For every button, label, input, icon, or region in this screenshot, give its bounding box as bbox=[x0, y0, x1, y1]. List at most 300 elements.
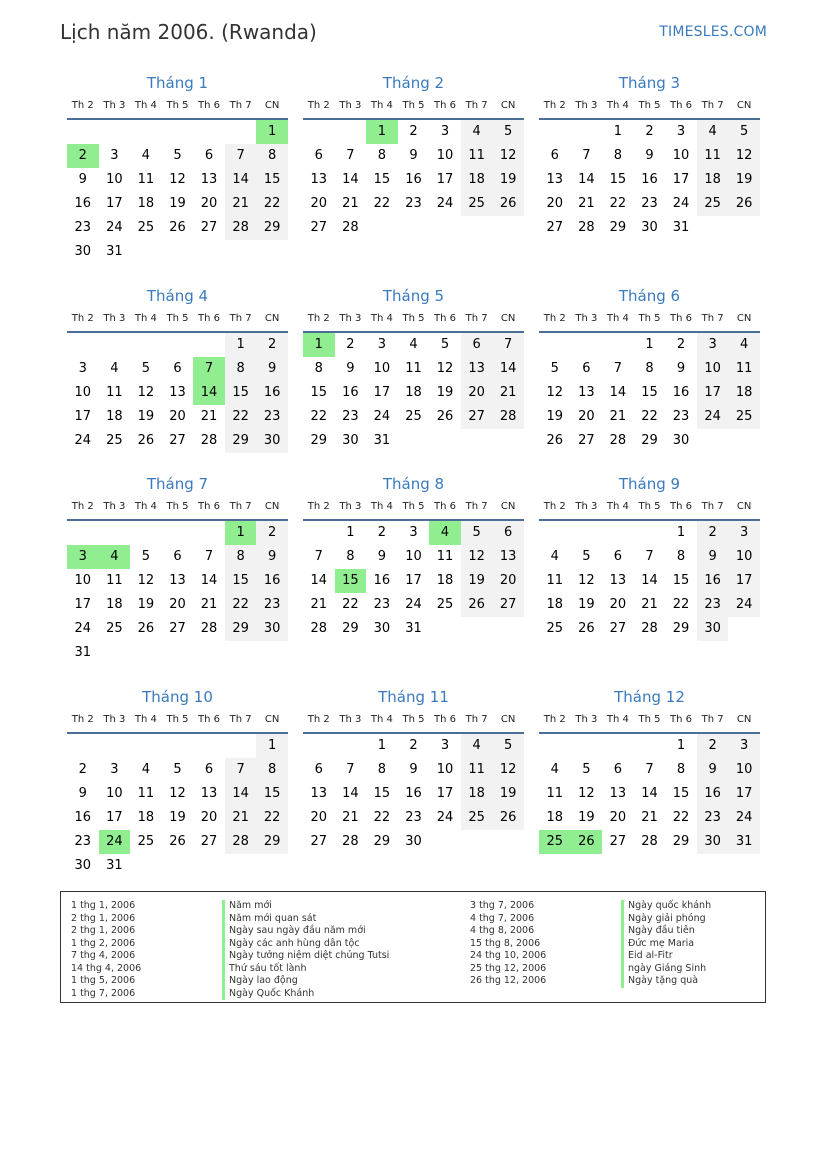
day-cell: 22 bbox=[672, 597, 690, 612]
empty-cell bbox=[571, 521, 603, 545]
legend-holiday-name: ngày Giáng Sinh bbox=[621, 963, 706, 976]
day-cell: 17 bbox=[373, 385, 391, 400]
weekend-day: 30 bbox=[697, 617, 729, 641]
week-row bbox=[539, 734, 760, 758]
day-cell: 21 bbox=[578, 196, 595, 211]
month-title: Tháng 8 bbox=[382, 475, 445, 493]
day-cell: 21 bbox=[342, 196, 359, 211]
empty-cell bbox=[335, 734, 367, 758]
empty-cell bbox=[571, 120, 603, 144]
week-row bbox=[303, 120, 524, 144]
weekday-label: Th 7 bbox=[701, 100, 724, 111]
week-row bbox=[67, 593, 288, 617]
week-row bbox=[539, 806, 760, 830]
legend-holiday-name: Năm mới bbox=[222, 900, 272, 913]
weekday-label: Th 3 bbox=[575, 714, 598, 725]
weekday-label: Th 3 bbox=[575, 501, 598, 512]
weekday-label: CN bbox=[500, 501, 516, 512]
week-row bbox=[539, 758, 760, 782]
holiday-day: 1 bbox=[225, 521, 257, 545]
day-cell: 20 bbox=[169, 597, 186, 612]
legend-date: 3 thg 7, 2006 bbox=[470, 900, 535, 911]
day-cell: 27 bbox=[609, 621, 627, 636]
legend-date: 2 thg 1, 2006 bbox=[71, 925, 136, 936]
day-cell: 31 bbox=[672, 220, 690, 235]
empty-cell bbox=[539, 333, 571, 357]
weekend-day: 24 bbox=[697, 405, 729, 429]
weekend-day: 21 bbox=[225, 806, 257, 830]
day-cell: 21 bbox=[310, 597, 328, 612]
empty-cell bbox=[130, 120, 162, 144]
legend-item bbox=[470, 963, 711, 976]
weekend-day: 4 bbox=[697, 120, 729, 144]
day-cell: 3 bbox=[440, 124, 450, 139]
weekday-label: Th 5 bbox=[166, 100, 189, 111]
day-cell: 31 bbox=[106, 858, 123, 873]
weekday-label: Th 2 bbox=[307, 714, 330, 725]
legend-holiday-name: Ngày các anh hùng dân tộc bbox=[222, 938, 360, 951]
weekend-day: 16 bbox=[697, 782, 729, 806]
weekday-label: Th 3 bbox=[103, 501, 126, 512]
weekday-label: Th 6 bbox=[434, 501, 457, 512]
day-cell: 29 bbox=[641, 433, 658, 448]
weekend-day: 10 bbox=[728, 545, 760, 569]
weekend-day: 4 bbox=[461, 734, 493, 758]
legend-date: 24 thg 10, 2006 bbox=[470, 950, 547, 961]
weekend-day: 24 bbox=[728, 593, 760, 617]
legend-holiday-name: Ngày Quốc Khánh bbox=[222, 988, 314, 1001]
month-calendar bbox=[303, 72, 524, 240]
day-cell: 17 bbox=[405, 573, 422, 588]
weekend-day: 12 bbox=[492, 144, 524, 168]
weekday-label: Th 5 bbox=[638, 100, 661, 111]
legend-date: 1 thg 7, 2006 bbox=[71, 987, 136, 999]
day-cell: 25 bbox=[137, 220, 155, 235]
weekday-label: Th 4 bbox=[370, 501, 393, 512]
empty-cell bbox=[99, 641, 131, 665]
day-cell: 10 bbox=[74, 385, 92, 400]
day-cell: 27 bbox=[169, 621, 186, 636]
day-cell: 20 bbox=[609, 810, 627, 825]
weekend-day: 2 bbox=[256, 521, 288, 545]
day-cell: 16 bbox=[74, 810, 92, 825]
week-row bbox=[539, 216, 760, 240]
day-cell: 22 bbox=[641, 409, 658, 424]
week-row bbox=[303, 192, 524, 216]
weekend-day: 8 bbox=[225, 545, 257, 569]
day-cell: 3 bbox=[676, 124, 686, 139]
week-row bbox=[539, 521, 760, 545]
empty-cell bbox=[130, 240, 162, 264]
day-cell: 1 bbox=[676, 738, 686, 753]
legend-item bbox=[470, 913, 711, 926]
week-row bbox=[539, 168, 760, 192]
day-cell: 20 bbox=[609, 597, 627, 612]
week-row bbox=[539, 120, 760, 144]
day-cell: 15 bbox=[310, 385, 328, 400]
day-cell: 26 bbox=[137, 621, 155, 636]
day-cell: 24 bbox=[405, 597, 422, 612]
weekend-day: 23 bbox=[697, 593, 729, 617]
day-cell: 17 bbox=[436, 172, 454, 187]
day-cell: 23 bbox=[74, 834, 92, 849]
weekend-day: 2 bbox=[697, 734, 729, 758]
day-cell: 12 bbox=[578, 786, 595, 801]
weekday-header bbox=[67, 708, 288, 734]
day-cell: 18 bbox=[106, 597, 123, 612]
empty-cell bbox=[303, 521, 335, 545]
empty-cell bbox=[162, 333, 194, 357]
week-row bbox=[67, 758, 288, 782]
week-row bbox=[303, 429, 524, 453]
empty-cell bbox=[539, 521, 571, 545]
day-cell: 7 bbox=[314, 549, 323, 564]
empty-cell bbox=[130, 641, 162, 665]
weekday-header bbox=[539, 307, 760, 333]
weekday-label: Th 2 bbox=[307, 313, 330, 324]
site-link[interactable]: TIMESLES.COM bbox=[659, 24, 767, 40]
month-title: Tháng 2 bbox=[382, 74, 445, 92]
day-cell: 17 bbox=[74, 409, 92, 424]
day-cell: 19 bbox=[137, 597, 155, 612]
day-cell: 6 bbox=[314, 762, 323, 777]
empty-cell bbox=[256, 641, 288, 665]
day-cell: 17 bbox=[106, 196, 123, 211]
day-cell: 18 bbox=[436, 573, 454, 588]
weekend-day: 9 bbox=[697, 758, 729, 782]
day-cell: 10 bbox=[74, 573, 92, 588]
weekend-day: 12 bbox=[492, 758, 524, 782]
month-title: Tháng 7 bbox=[146, 475, 209, 493]
weekday-label: Th 2 bbox=[307, 100, 330, 111]
weekend-day: 14 bbox=[225, 168, 257, 192]
day-cell: 6 bbox=[314, 148, 323, 163]
day-cell: 12 bbox=[137, 385, 155, 400]
weekday-label: Th 7 bbox=[465, 714, 488, 725]
holiday-day: 4 bbox=[429, 521, 461, 545]
day-cell: 19 bbox=[169, 810, 186, 825]
weekday-label: CN bbox=[264, 313, 280, 324]
empty-cell bbox=[67, 333, 99, 357]
empty-cell bbox=[130, 734, 162, 758]
legend-date: 14 thg 4, 2006 bbox=[71, 962, 142, 974]
legend-holiday-name: Ngày tặng quà bbox=[621, 975, 698, 988]
day-cell: 10 bbox=[106, 172, 123, 187]
month-title: Tháng 5 bbox=[382, 287, 445, 305]
holiday-day: 24 bbox=[99, 830, 131, 854]
weekend-day: 8 bbox=[225, 357, 257, 381]
month-title: Tháng 9 bbox=[618, 475, 681, 493]
week-row bbox=[67, 120, 288, 144]
week-row bbox=[67, 830, 288, 854]
holiday-day: 25 bbox=[539, 830, 571, 854]
empty-cell bbox=[461, 830, 493, 854]
weekend-day: 16 bbox=[256, 569, 288, 593]
weekend-day: 27 bbox=[492, 593, 524, 617]
day-cell: 15 bbox=[373, 172, 391, 187]
day-cell: 24 bbox=[436, 810, 454, 825]
day-cell: 23 bbox=[672, 409, 690, 424]
empty-cell bbox=[162, 521, 194, 545]
day-cell: 27 bbox=[546, 220, 564, 235]
day-cell: 12 bbox=[169, 786, 186, 801]
day-cell: 8 bbox=[377, 762, 387, 777]
day-cell: 28 bbox=[310, 621, 328, 636]
day-cell: 22 bbox=[373, 810, 391, 825]
day-cell: 25 bbox=[106, 433, 123, 448]
day-cell: 20 bbox=[169, 409, 186, 424]
weekend-day: 22 bbox=[225, 593, 257, 617]
day-cell: 30 bbox=[373, 621, 391, 636]
week-row bbox=[539, 429, 760, 453]
legend-holiday-name: Năm mới quan sát bbox=[222, 913, 316, 926]
weekend-day: 17 bbox=[728, 782, 760, 806]
weekend-day: 23 bbox=[256, 405, 288, 429]
empty-cell bbox=[429, 617, 461, 641]
weekend-day: 30 bbox=[697, 830, 729, 854]
day-cell: 31 bbox=[74, 645, 92, 660]
week-row bbox=[303, 545, 524, 569]
day-cell: 20 bbox=[578, 409, 595, 424]
weekend-day: 15 bbox=[225, 569, 257, 593]
day-cell: 9 bbox=[676, 361, 686, 376]
legend-holiday-name: Ngày giải phóng bbox=[621, 913, 706, 926]
weekday-label: Th 4 bbox=[606, 313, 629, 324]
day-cell: 18 bbox=[546, 597, 564, 612]
empty-cell bbox=[539, 734, 571, 758]
weekend-day: 17 bbox=[697, 381, 729, 405]
week-row bbox=[67, 216, 288, 240]
weekday-label: Th 2 bbox=[307, 501, 330, 512]
day-cell: 16 bbox=[373, 573, 391, 588]
day-cell: 27 bbox=[310, 834, 328, 849]
day-cell: 14 bbox=[641, 786, 658, 801]
day-cell: 8 bbox=[645, 361, 654, 376]
empty-cell bbox=[193, 854, 225, 878]
weekday-label: Th 2 bbox=[543, 501, 566, 512]
day-cell: 14 bbox=[578, 172, 595, 187]
legend-date: 4 thg 7, 2006 bbox=[470, 912, 535, 924]
week-row bbox=[303, 405, 524, 429]
weekend-day: 28 bbox=[225, 830, 257, 854]
day-cell: 14 bbox=[310, 573, 328, 588]
legend-date: 4 thg 8, 2006 bbox=[470, 925, 535, 936]
day-cell: 29 bbox=[672, 621, 690, 636]
weekday-label: Th 6 bbox=[670, 714, 693, 725]
day-cell: 31 bbox=[373, 433, 391, 448]
holiday-day: 2 bbox=[67, 144, 99, 168]
weekend-day: 18 bbox=[461, 782, 493, 806]
month-title: Tháng 4 bbox=[146, 287, 209, 305]
empty-cell bbox=[571, 333, 603, 357]
day-cell: 7 bbox=[645, 762, 654, 777]
empty-cell bbox=[492, 216, 524, 240]
weekday-label: Th 4 bbox=[134, 100, 157, 111]
empty-cell bbox=[634, 734, 666, 758]
day-cell: 17 bbox=[672, 172, 690, 187]
day-cell: 4 bbox=[141, 762, 151, 777]
day-cell: 6 bbox=[173, 549, 182, 564]
weekday-label: Th 3 bbox=[339, 501, 362, 512]
weekend-day: 4 bbox=[461, 120, 493, 144]
day-cell: 28 bbox=[641, 621, 658, 636]
day-cell: 11 bbox=[436, 549, 454, 564]
week-row bbox=[539, 357, 760, 381]
weekend-day: 27 bbox=[461, 405, 493, 429]
weekday-label: Th 5 bbox=[402, 714, 425, 725]
month-calendar bbox=[67, 473, 288, 665]
weekend-day: 22 bbox=[256, 806, 288, 830]
weekend-day: 3 bbox=[728, 521, 760, 545]
month-title: Tháng 1 bbox=[146, 74, 209, 92]
month-calendar bbox=[303, 473, 524, 641]
weekend-day: 30 bbox=[256, 617, 288, 641]
weekday-label: Th 4 bbox=[370, 100, 393, 111]
legend-item bbox=[71, 963, 389, 976]
day-cell: 25 bbox=[106, 621, 123, 636]
week-row bbox=[67, 405, 288, 429]
weekend-day: 2 bbox=[697, 521, 729, 545]
day-cell: 12 bbox=[436, 361, 454, 376]
day-cell: 27 bbox=[169, 433, 186, 448]
empty-cell bbox=[193, 120, 225, 144]
day-cell: 3 bbox=[377, 337, 387, 352]
day-cell: 7 bbox=[204, 549, 214, 564]
day-cell: 26 bbox=[169, 834, 186, 849]
page-title: Lịch năm 2006. (Rwanda) bbox=[60, 20, 317, 44]
week-row bbox=[539, 569, 760, 593]
week-row bbox=[303, 216, 524, 240]
day-cell: 13 bbox=[169, 573, 186, 588]
empty-cell bbox=[193, 641, 225, 665]
day-cell: 16 bbox=[641, 172, 658, 187]
weekend-day: 25 bbox=[728, 405, 760, 429]
day-cell: 22 bbox=[609, 196, 627, 211]
day-cell: 6 bbox=[173, 361, 182, 376]
day-cell: 30 bbox=[641, 220, 658, 235]
weekend-day: 26 bbox=[492, 806, 524, 830]
day-cell: 25 bbox=[546, 621, 564, 636]
weekend-day: 25 bbox=[461, 806, 493, 830]
day-cell: 28 bbox=[342, 220, 359, 235]
empty-cell bbox=[429, 830, 461, 854]
day-cell: 29 bbox=[672, 834, 690, 849]
day-cell: 10 bbox=[436, 148, 454, 163]
weekday-label: Th 6 bbox=[434, 100, 457, 111]
weekday-header bbox=[539, 94, 760, 120]
day-cell: 30 bbox=[672, 433, 690, 448]
week-row bbox=[67, 806, 288, 830]
day-cell: 5 bbox=[173, 148, 182, 163]
day-cell: 14 bbox=[342, 172, 359, 187]
weekday-label: Th 5 bbox=[402, 100, 425, 111]
empty-cell bbox=[539, 120, 571, 144]
day-cell: 8 bbox=[346, 549, 355, 564]
empty-cell bbox=[697, 429, 729, 453]
day-cell: 13 bbox=[310, 786, 328, 801]
weekday-label: Th 7 bbox=[465, 100, 488, 111]
legend-date: 26 thg 12, 2006 bbox=[470, 975, 547, 986]
weekday-label: Th 5 bbox=[402, 313, 425, 324]
weekday-header bbox=[303, 495, 524, 521]
week-row bbox=[67, 429, 288, 453]
weekend-day: 8 bbox=[256, 144, 288, 168]
holiday-day: 3 bbox=[67, 545, 99, 569]
empty-cell bbox=[130, 333, 162, 357]
empty-cell bbox=[162, 734, 194, 758]
week-row bbox=[303, 617, 524, 641]
empty-cell bbox=[398, 429, 430, 453]
empty-cell bbox=[162, 854, 194, 878]
weekday-label: Th 7 bbox=[229, 100, 252, 111]
weekend-day: 19 bbox=[492, 782, 524, 806]
empty-cell bbox=[225, 120, 257, 144]
legend-item bbox=[470, 950, 711, 963]
week-row bbox=[303, 734, 524, 758]
weekday-label: CN bbox=[264, 714, 280, 725]
weekend-day: 19 bbox=[492, 168, 524, 192]
weekday-label: Th 6 bbox=[434, 714, 457, 725]
weekend-day: 31 bbox=[728, 830, 760, 854]
week-row bbox=[539, 830, 760, 854]
weekend-day: 14 bbox=[225, 782, 257, 806]
empty-cell bbox=[303, 120, 335, 144]
empty-cell bbox=[99, 521, 131, 545]
empty-cell bbox=[492, 830, 524, 854]
legend-date: 25 thg 12, 2006 bbox=[470, 962, 547, 974]
day-cell: 6 bbox=[204, 148, 214, 163]
weekend-day: 25 bbox=[697, 192, 729, 216]
weekend-day: 29 bbox=[256, 830, 288, 854]
day-cell: 10 bbox=[672, 148, 690, 163]
weekday-label: Th 2 bbox=[543, 714, 566, 725]
weekend-day: 18 bbox=[728, 381, 760, 405]
month-calendar bbox=[67, 686, 288, 878]
day-cell: 6 bbox=[613, 549, 623, 564]
weekday-label: Th 7 bbox=[465, 501, 488, 512]
weekday-label: Th 7 bbox=[701, 501, 724, 512]
day-cell: 18 bbox=[405, 385, 422, 400]
weekday-label: Th 5 bbox=[166, 501, 189, 512]
weekday-label: Th 5 bbox=[402, 501, 425, 512]
day-cell: 24 bbox=[672, 196, 690, 211]
day-cell: 29 bbox=[310, 433, 328, 448]
empty-cell bbox=[225, 854, 257, 878]
day-cell: 26 bbox=[436, 409, 454, 424]
legend-item bbox=[71, 988, 389, 1001]
weekday-label: Th 4 bbox=[134, 501, 157, 512]
weekend-day: 3 bbox=[697, 333, 729, 357]
legend-item bbox=[470, 975, 711, 988]
day-cell: 21 bbox=[200, 597, 218, 612]
weekend-day: 23 bbox=[697, 806, 729, 830]
week-row bbox=[67, 782, 288, 806]
empty-cell bbox=[461, 617, 493, 641]
empty-cell bbox=[162, 641, 194, 665]
day-cell: 30 bbox=[342, 433, 359, 448]
day-cell: 15 bbox=[641, 385, 658, 400]
week-row bbox=[539, 381, 760, 405]
weekday-label: CN bbox=[736, 714, 752, 725]
day-cell: 21 bbox=[641, 810, 658, 825]
day-cell: 3 bbox=[440, 738, 450, 753]
holiday-day: 14 bbox=[193, 381, 225, 405]
weekday-label: Th 2 bbox=[543, 313, 566, 324]
weekend-day: 15 bbox=[256, 782, 288, 806]
day-cell: 27 bbox=[578, 433, 595, 448]
legend-holiday-name: Ngày sau ngày đầu năm mới bbox=[222, 925, 366, 938]
day-cell: 14 bbox=[609, 385, 627, 400]
